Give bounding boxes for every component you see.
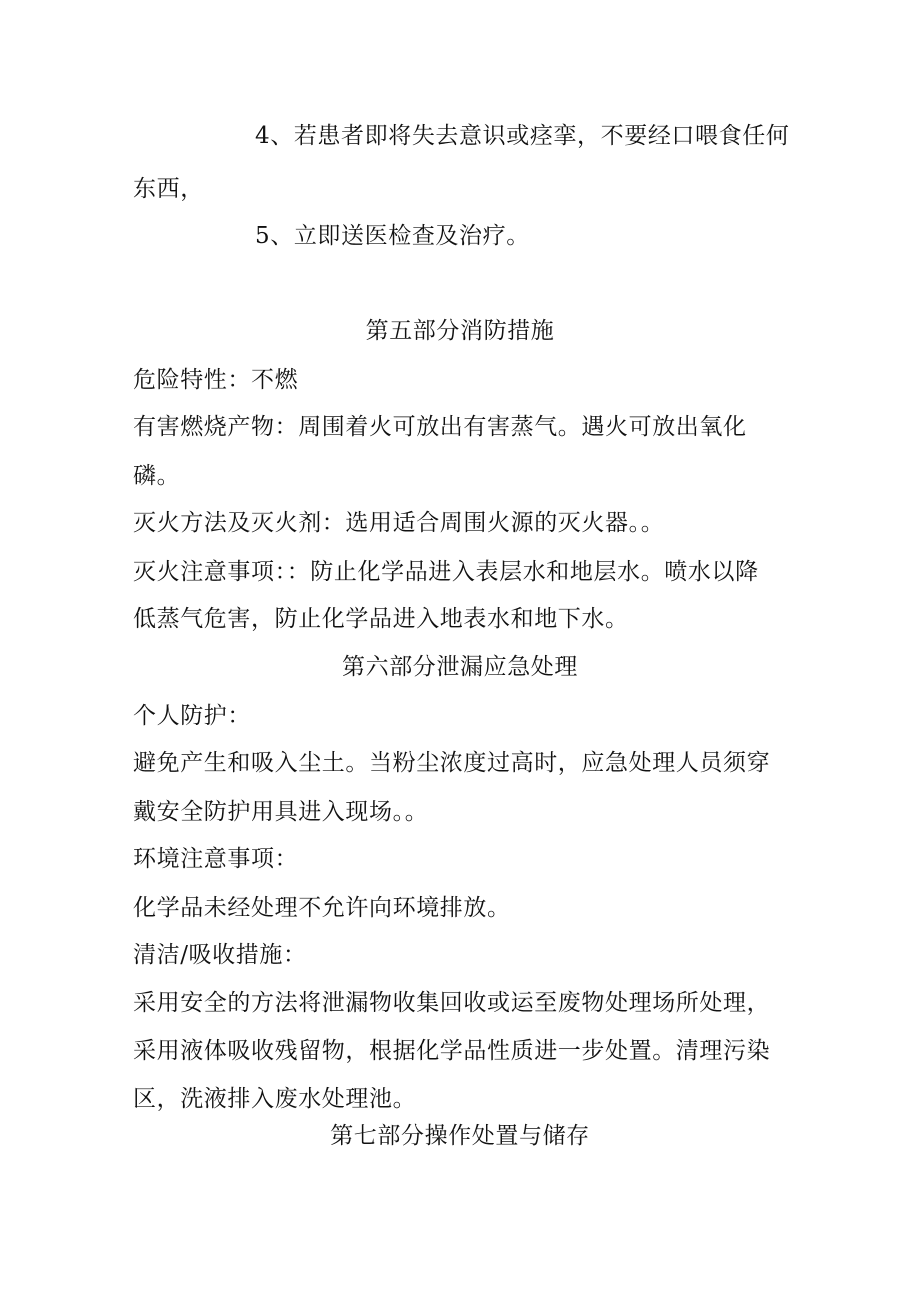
- section-6-title: 第六部分泄漏应急处理: [342, 654, 578, 680]
- section-7-title: 第七部分操作处置与储存: [330, 1123, 590, 1149]
- first-aid-item-4: 4、若患者即将失去意识或痉挛，不要经口喂食任何: [255, 123, 790, 149]
- combustion-products-cont: 磷。: [133, 463, 181, 489]
- section-5-title: 第五部分消防措施: [365, 318, 555, 344]
- cleanup-text-cont-2: 区，洗液排入废水处理池。: [133, 1086, 417, 1112]
- hazard-property: 危险特性：不燃: [133, 367, 299, 393]
- cleanup-text: 采用安全的方法将泄漏物收集回收或运至废物处理场所处理，: [133, 990, 771, 1016]
- combustion-products: 有害燃烧产物：周围着火可放出有害蒸气。遇火可放出氧化: [133, 414, 747, 440]
- cleanup-label: 清洁/吸收措施：: [133, 942, 307, 968]
- extinguishing-method: 灭火方法及灭火剂：选用适合周围火源的灭火器。。: [133, 510, 665, 536]
- personal-protection-text: 避免产生和吸入尘土。当粉尘浓度过高时，应急处理人员须穿: [133, 750, 771, 776]
- firefighting-notes-cont: 低蒸气危害，防止化学品进入地表水和地下水。: [133, 606, 629, 632]
- first-aid-item-4-cont: 东西，: [133, 176, 204, 202]
- personal-protection-text-cont: 戴安全防护用具进入现场。。: [133, 799, 429, 825]
- firefighting-notes: 灭火注意事项：：防止化学品进入表层水和地层水。喷水以降: [133, 559, 759, 585]
- environment-text: 化学品未经处理不允许向环境排放。: [133, 895, 511, 921]
- environment-label: 环境注意事项：: [133, 846, 299, 872]
- first-aid-item-5: 5、立即送医检查及治疗。: [255, 223, 530, 249]
- cleanup-text-cont-1: 采用液体吸收残留物，根据化学品性质进一步处置。清理污染: [133, 1038, 771, 1064]
- personal-protection-label: 个人防护：: [133, 703, 251, 729]
